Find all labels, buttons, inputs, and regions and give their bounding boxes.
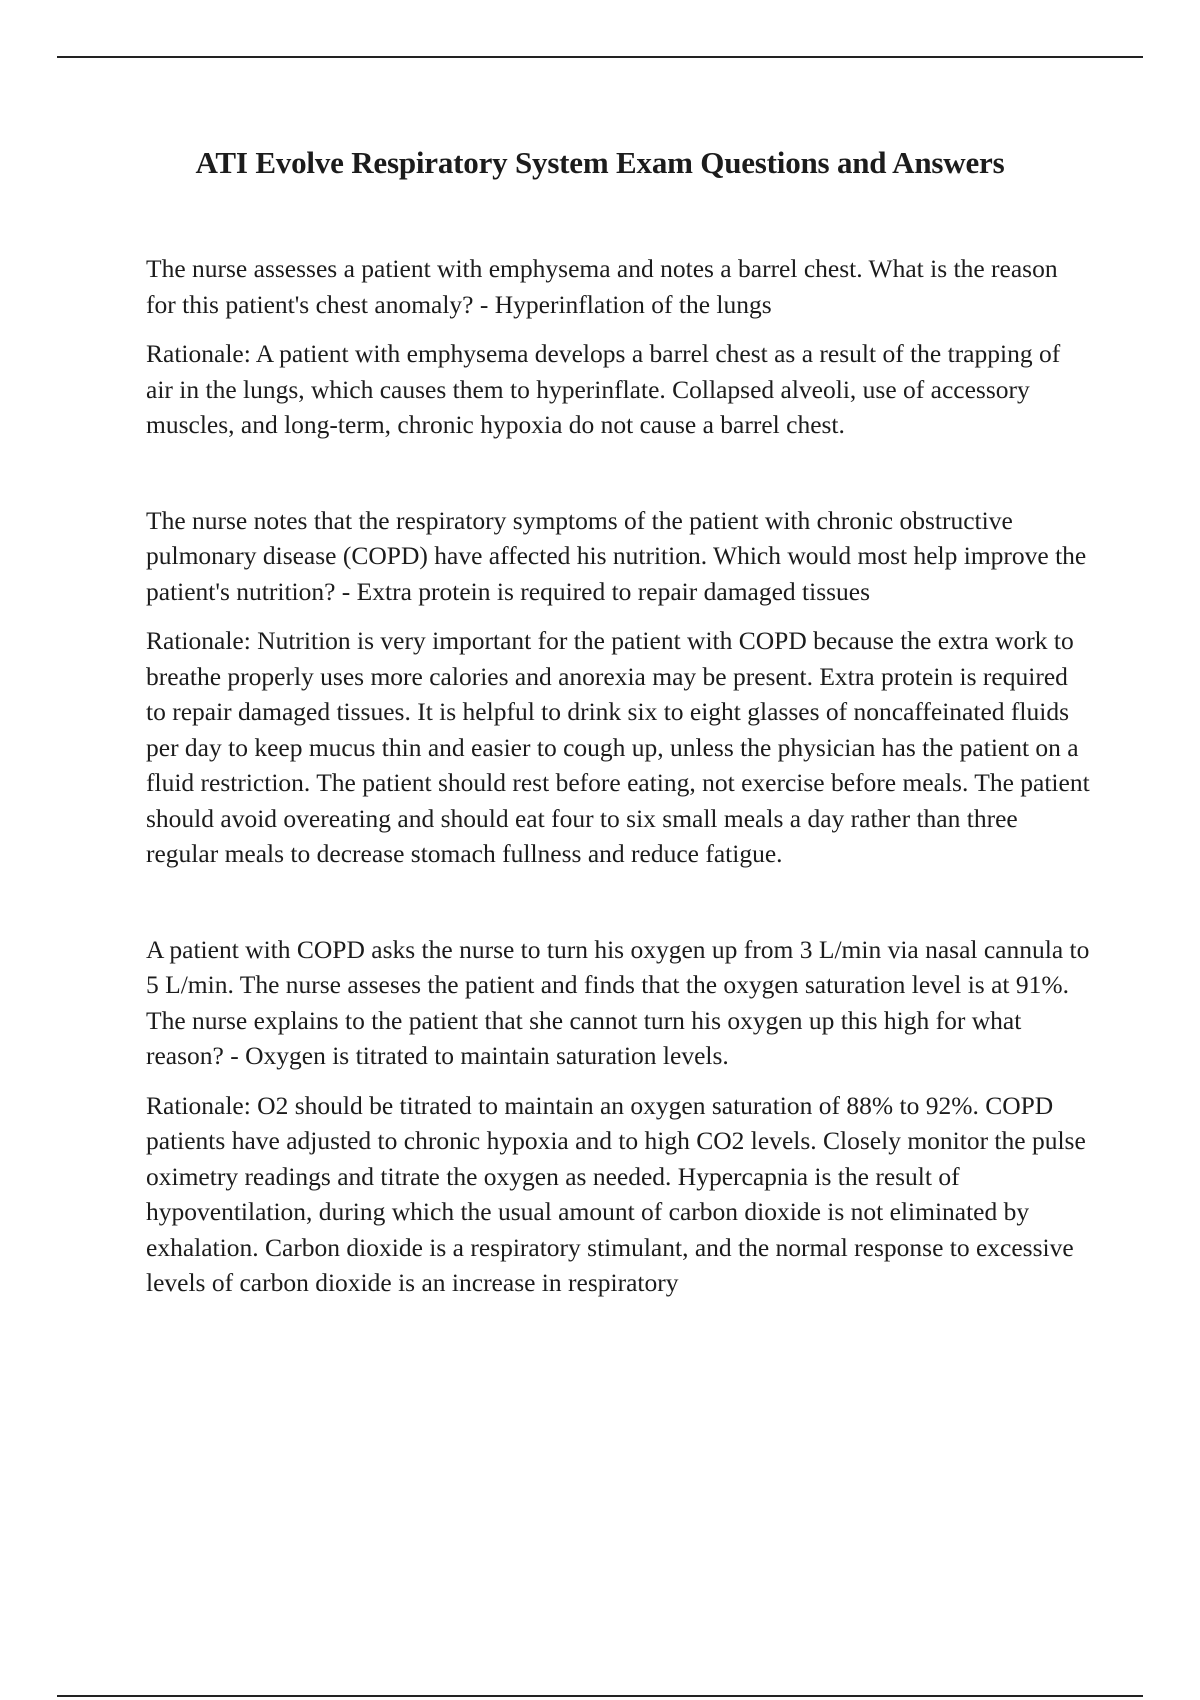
question-text: A patient with COPD asks the nurse to turn his oxygen up from 3 L/min via nasal cannula to 5 L/min. The nurse asseses the patient and finds that the oxygen saturation level is at 91%. The nurse explains to the patient that she cannot turn his oxygen up this high for what reason? - Oxygen is titrated to maintain saturation levels. xyxy=(146,934,1090,1070)
document-body xyxy=(146,251,1091,1301)
qa-item xyxy=(146,503,1091,872)
header-divider xyxy=(57,56,1143,58)
document-title: ATI Evolve Respiratory System Exam Questions and Answers xyxy=(195,145,1005,180)
footer-divider xyxy=(57,1695,1143,1697)
rationale-text: Rationale: A patient with emphysema develops a barrel chest as a result of the trapping of air in the lungs, which causes them to hyperinflate. Collapsed alveoli, use of accessory muscles, and long-term, chronic hypoxia do not cause a barrel chest. xyxy=(146,339,1061,439)
qa-item xyxy=(146,932,1091,1301)
rationale-text: Rationale: Nutrition is very important for the patient with COPD because the extra work to breathe properly uses more calories and anorexia may be present. Extra protein is required to repair damaged tissues. It is helpful to drink six to eight glasses of noncaffeinated fluids per day to keep mucus thin and easier to cough up, unless the physician has the patient on a fluid restriction. The patient should rest before eating, not exercise before meals. The patient should avoid overeating and should eat four to six small meals a day rather than three regular meals to decrease stomach fullness and reduce fatigue. xyxy=(146,626,1090,868)
qa-item xyxy=(146,251,1091,443)
question-text: The nurse assesses a patient with emphysema and notes a barrel chest. What is the reason for this patient's chest anomaly? - Hyperinflation of the lungs xyxy=(146,254,1058,319)
rationale-text: Rationale: O2 should be titrated to maintain an oxygen saturation of 88% to 92%. COPD patients have adjusted to chronic hypoxia and to high CO2 levels. Closely monitor the pulse oximetry readings and titrate the oxygen as needed. Hypercapnia is the result of hypoventilation, during which the usual amount of carbon dioxide is not eliminated by exhalation. Carbon dioxide is a respiratory stimulant, and the normal response to excessive levels of carbon dioxide is an increase in respiratory xyxy=(146,1090,1086,1297)
question-text: The nurse notes that the respiratory symptoms of the patient with chronic obstructive pulmonary disease (COPD) have affected his nutrition. Which would most help improve the patient's nutrition? - Extra protein is required to repair damaged tissues xyxy=(146,505,1087,606)
